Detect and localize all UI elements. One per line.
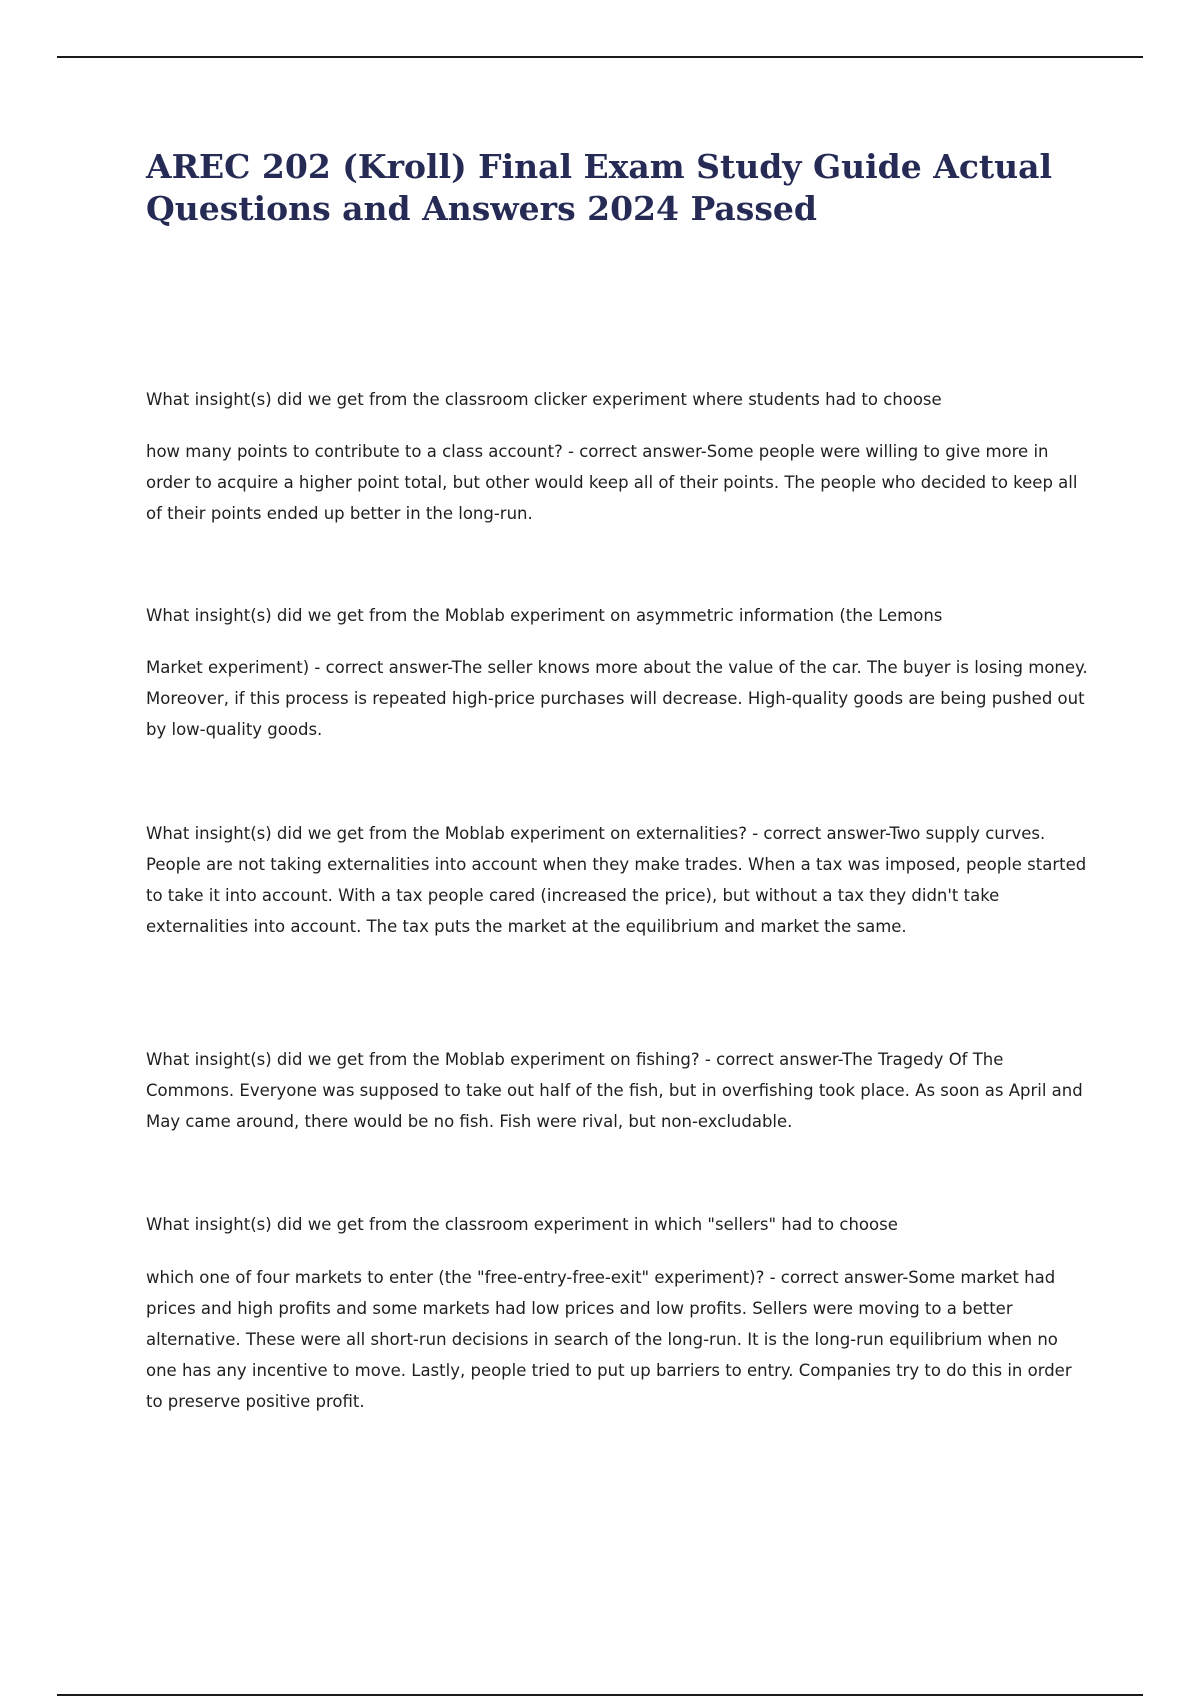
top-rule: [57, 56, 1143, 58]
question-1-answer: how many points to contribute to a class account? - correct answer-Some people were willing to give more in order to acquire a higher point total, but other would keep all of their points. The people who decided to keep all of their points ended up better in the long-run.: [146, 442, 1078, 523]
question-2-part-1: What insight(s) did we get from the Moblab experiment on asymmetric information (the Lemons: [146, 606, 943, 625]
document-title: AREC 202 (Kroll) Final Exam Study Guide Actual Questions and Answers 2024 Passed: [146, 147, 1053, 228]
question-5-part-1: What insight(s) did we get from the classroom experiment in which "sellers" had to choose: [146, 1215, 898, 1234]
question-4: What insight(s) did we get from the Moblab experiment on fishing? - correct answer-The Tragedy Of The Commons. Everyone was supposed to take out half of the fish, but in overfishing took place. As soon as April and May came around, there would be no fish. Fish were rival, but non-excludable.: [146, 1050, 1083, 1131]
question-2-answer: Market experiment) - correct answer-The seller knows more about the value of the car. The buyer is losing money. Moreover, if this process is repeated high-price purchases will decrease. High-quality goods are being pushed out by low-quality goods.: [146, 658, 1088, 739]
question-3: What insight(s) did we get from the Moblab experiment on externalities? - correct answer-Two supply curves. People are not taking externalities into account when they make trades. When a tax was imposed, people started to take it into account. With a tax people cared (increased the price), but without a tax they didn't take externalities into account. The tax puts the market at the equilibrium and market the same.: [146, 824, 1087, 936]
question-1-part-1: What insight(s) did we get from the classroom clicker experiment where students had to choose: [146, 390, 942, 409]
question-5-answer: which one of four markets to enter (the "free-entry-free-exit" experiment)? - correct answer-Some market had prices and high profits and some markets had low prices and low profits. Sellers were moving to a better alternative. These were all short-run decisions in search of the long-run. It is the long-run equilibrium when no one has any incentive to move. Lastly, people tried to put up barriers to entry. Companies try to do this in order to preserve positive profit.: [146, 1268, 1072, 1411]
bottom-rule: [57, 1694, 1143, 1696]
